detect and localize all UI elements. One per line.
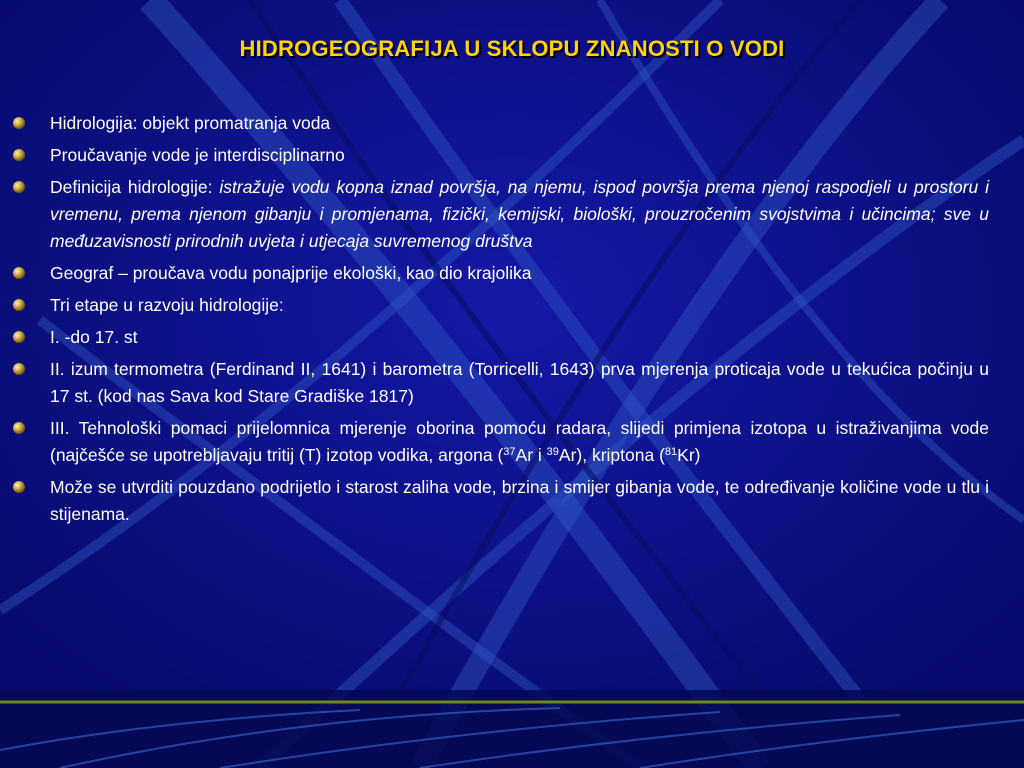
list-item-text: Proučavanje vode je interdisciplinarno <box>50 145 345 165</box>
isotope-mass-krypton-81: 81 <box>664 446 678 458</box>
list-item <box>12 174 989 255</box>
gold-sphere-bullet-icon <box>12 480 26 494</box>
list-item-text: I. -do 17. st <box>50 327 138 347</box>
gold-sphere-bullet-icon <box>12 180 26 194</box>
list-item <box>12 356 989 410</box>
isotope-mass-argon-37: 37 <box>503 446 516 458</box>
definition-text: istražuje vodu kopna iznad površja, na njemu, ispod površja prema njenoj raspodjeli u prostoru i vremenu, prema njenom gibanju i promjenama, fizički, kemijski, biološki, prouzročenim svojstvima i učincima; sve u međuzavisnosti prirodnih uvjeta i utjecaja suvremenog društva <box>50 177 989 251</box>
gold-sphere-bullet-icon <box>12 116 26 130</box>
list-item <box>12 260 989 287</box>
gold-sphere-bullet-icon <box>12 421 26 435</box>
bullet-list <box>12 110 989 533</box>
gold-sphere-bullet-icon <box>12 266 26 280</box>
list-item <box>12 474 989 528</box>
list-item <box>12 110 989 137</box>
list-item <box>12 142 989 169</box>
gold-sphere-bullet-icon <box>12 330 26 344</box>
list-item-text: Geograf – proučava vodu ponajprije ekološki, kao dio krajolika <box>50 263 532 283</box>
gold-sphere-bullet-icon <box>12 148 26 162</box>
list-item-text: Može se utvrditi pouzdano podrijetlo i starost zaliha vode, brzina i smijer gibanja vode, te određivanje količine vode u tlu i stijenama. <box>50 477 989 524</box>
gold-sphere-bullet-icon <box>12 298 26 312</box>
isotope-mass-argon-39: 39 <box>546 446 559 458</box>
list-item-text: II. izum termometra (Ferdinand II, 1641) i barometra (Torricelli, 1643) prva mjerenja proticaja vode u tekućica počinju u 17 st. (kod nas Sava kod Stare Gradiške 1817) <box>50 359 989 406</box>
list-item-text: Tri etape u razvoju hidrologije: <box>50 295 284 315</box>
list-item <box>12 292 989 319</box>
list-item-text: Hidrologija: objekt promatranja voda <box>50 113 331 133</box>
slide-title: HIDROGEOGRAFIJA U SKLOPU ZNANOSTI O VODI <box>239 36 785 61</box>
gold-sphere-bullet-icon <box>12 362 26 376</box>
list-item <box>12 415 989 469</box>
isotope-text-4: Kr) <box>677 445 701 465</box>
definition-lead: Definicija hidrologije: <box>50 177 220 197</box>
list-item <box>12 324 989 351</box>
isotope-text-3: Ar), kriptona ( <box>558 445 665 465</box>
isotope-text-2: Ar i <box>515 445 547 465</box>
isotope-text-1: III. Tehnološki pomaci prijelomnica mjerenje oborina pomoću radara, slijedi primjena izotopa u istraživanjima vode (najčešće se upotrebljavaju tritij (T) izotop vodika, argona ( <box>50 418 989 465</box>
